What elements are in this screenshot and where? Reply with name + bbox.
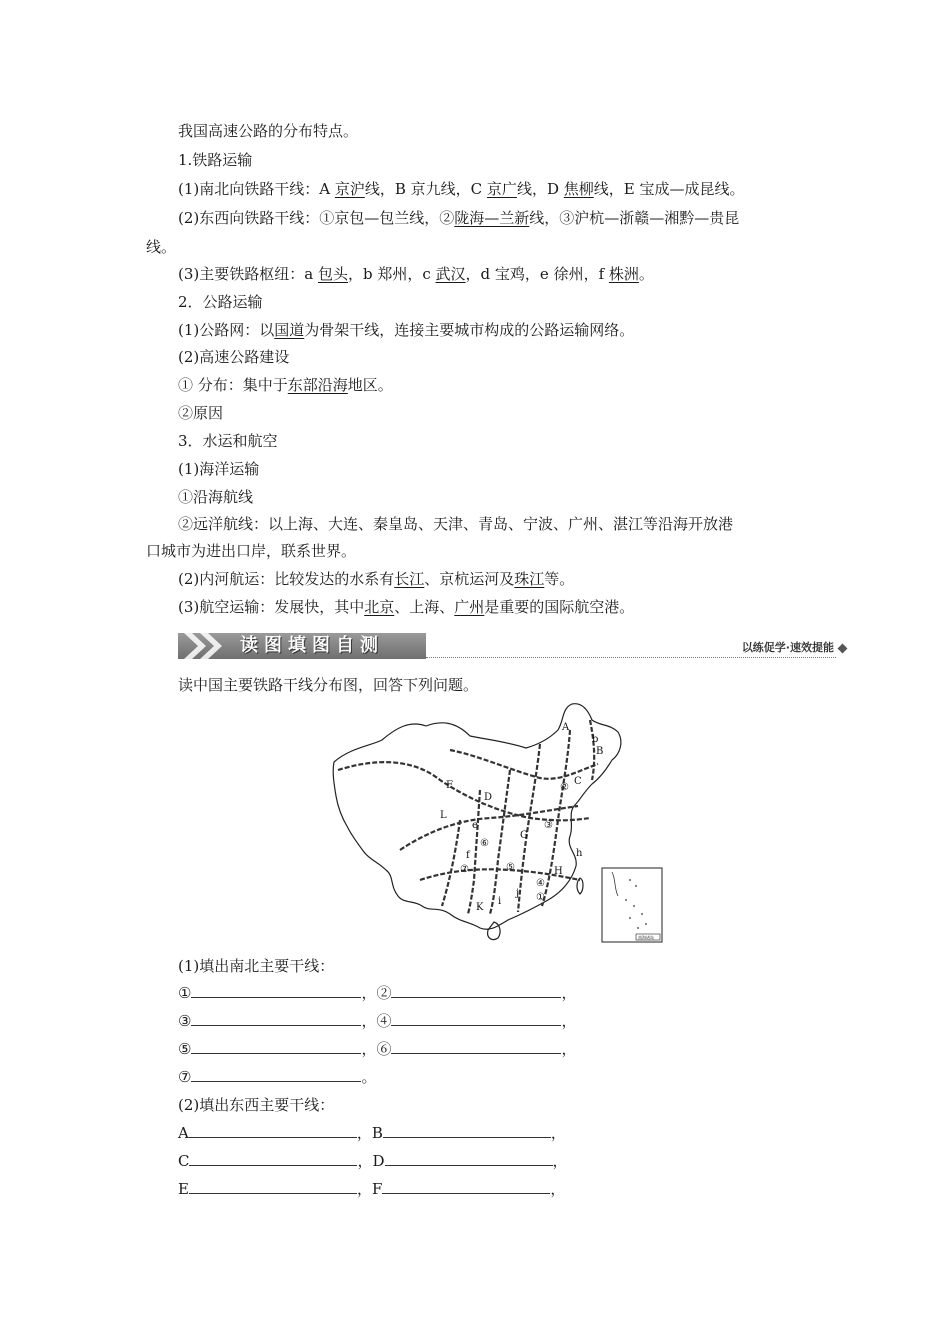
south-sea-inset	[602, 868, 662, 942]
answer-blank[interactable]	[382, 1179, 550, 1194]
text-line: ②远洋航线：以上海、大连、秦皇岛、天津、青岛、宁波、广州、湛江等沿海开放港	[178, 515, 734, 533]
map-label: F	[446, 780, 453, 791]
answer-row: ③ ，④ ，	[178, 1012, 577, 1030]
text-line: (1)公路网：以国道为骨架干线，连接主要城市构成的公路运输网络。	[178, 321, 635, 339]
answer-blank[interactable]	[191, 983, 361, 998]
banner-title: 读图填图自测	[240, 635, 384, 656]
map-label: H	[554, 866, 563, 877]
map-label: K	[476, 902, 484, 913]
text-line: (3)主要铁路枢纽：a 包头，b 郑州，c 武汉，d 宝鸡，e 徐州，f 株洲。	[178, 265, 654, 283]
map-label: ④	[536, 878, 545, 889]
answer-row: A ，B ，	[178, 1124, 566, 1142]
answer-blank[interactable]	[391, 1011, 561, 1026]
answer-blank[interactable]	[391, 1039, 561, 1054]
map-label: ②	[560, 782, 569, 793]
answer-row: ⑤ ，⑥ ，	[178, 1040, 577, 1058]
map-label: L	[440, 810, 447, 821]
chevron-decoration-icon	[178, 633, 238, 659]
question-intro: 读中国主要铁路干线分布图，回答下列问题。	[178, 676, 479, 694]
map-label: ⑤	[506, 862, 515, 873]
map-label: ⑥	[480, 838, 489, 849]
answer-blank[interactable]	[189, 1179, 357, 1194]
map-label: i	[498, 896, 502, 907]
answer-row: C ，D ，	[178, 1152, 568, 1170]
map-label: A	[562, 722, 570, 733]
inset-label: 南海诸岛	[638, 935, 654, 940]
text-line: ① 分布：集中于东部沿海地区。	[178, 376, 393, 394]
map-label: D	[484, 792, 493, 803]
banner-subtitle: 以练促学·速效提能	[741, 641, 834, 654]
text-line: 口城市为进出口岸，联系世界。	[146, 542, 357, 560]
answer-row: E ，F ，	[178, 1180, 566, 1198]
text-line: 线。	[146, 238, 177, 256]
answer-blank[interactable]	[189, 1123, 357, 1138]
answer-blank[interactable]	[391, 983, 561, 998]
text-line: 我国高速公路的分布特点。	[178, 122, 359, 140]
text-line: (1)海洋运输	[178, 460, 260, 478]
text-line: (3)航空运输：发展快，其中北京、上海、广州是重要的国际航空港。	[178, 598, 635, 616]
map-label: h	[576, 848, 583, 859]
answer-blank[interactable]	[191, 1067, 361, 1082]
answer-blank[interactable]	[383, 1123, 551, 1138]
answer-blank[interactable]	[189, 1151, 357, 1166]
question-1-title: (1)填出南北主要干线：	[178, 957, 335, 975]
railway-map	[330, 700, 666, 946]
text-line: (2)内河航运：比较发达的水系有长江、京杭运河及珠江等。	[178, 570, 575, 588]
map-label: ⑦	[460, 864, 469, 875]
answer-blank[interactable]	[191, 1039, 361, 1054]
banner-dotted-rule	[426, 657, 836, 658]
section-heading: 2．公路运输	[178, 293, 263, 311]
railway-lines	[338, 720, 598, 914]
text-line: (1)南北向铁路干线：A 京沪线，B 京九线，C 京广线，D 焦柳线，E 宝成—成昆线。	[178, 180, 745, 198]
map-label: j	[516, 888, 520, 899]
diamond-icon	[838, 644, 848, 654]
map-label: e	[472, 820, 478, 831]
text-line: ②原因	[178, 404, 224, 422]
question-2-title: (2)填出东西主要干线：	[178, 1096, 335, 1114]
text-line: ①沿海航线	[178, 488, 254, 506]
text-line: (2)高速公路建设	[178, 348, 290, 366]
section-banner	[178, 631, 848, 661]
map-label: ③	[544, 820, 553, 831]
answer-row: ① ，② ，	[178, 984, 577, 1002]
map-label: C	[574, 776, 582, 787]
map-label: f	[466, 850, 470, 861]
map-label: ①	[536, 892, 545, 903]
map-label: B	[596, 746, 604, 757]
text-line: (2)东西向铁路干线：①京包—包兰线，②陇海—兰新线，③沪杭—浙赣—湘黔—贵昆	[178, 209, 740, 227]
answer-row: ⑦ 。	[178, 1068, 377, 1086]
map-label: b	[592, 734, 599, 745]
map-label: G	[520, 830, 528, 841]
answer-blank[interactable]	[385, 1151, 553, 1166]
answer-blank[interactable]	[191, 1011, 361, 1026]
section-heading: 3．水运和航空	[178, 432, 278, 450]
section-heading: 1.铁路运输	[178, 151, 253, 169]
